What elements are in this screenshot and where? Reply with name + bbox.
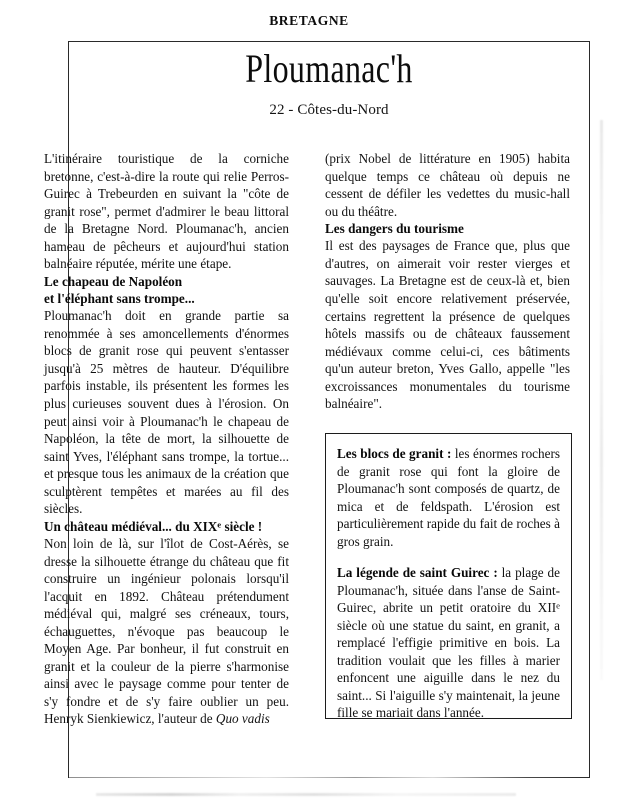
continued-paragraph: (prix Nobel de littérature en 1905) habita quelque temps ce château où depuis ne cessent de défiler les vedettes du music-hall ou du théâtre. bbox=[325, 151, 570, 219]
heading-line-1: Le chapeau de Napoléon bbox=[44, 273, 183, 289]
factbox-item-2-lead: La légende de saint Guirec : bbox=[337, 565, 498, 580]
dangers-tourisme-paragraph: Il est des paysages de France que, plus que d'autres, on aimerait voir rester vierges et sauvages. La Bretagne est de ceux-là et, bien qu'elle soit encore relativement préservée, certains regrettent la présence de quelques hôtels massifs ou de châteaux faussement médiévaux comme celui-ci, ces bâtiments qu'un auteur breton, Yves Gallo, appelle "les excroissances monumentales du tourisme balnéaire". bbox=[325, 238, 570, 412]
heading-dangers-tourisme: Les dangers du tourisme bbox=[325, 221, 464, 237]
section2-paragraph bbox=[44, 535, 289, 728]
heading-chapeau-napoleon bbox=[44, 273, 289, 307]
heading-text-pre: Un château médiéval... du XIX bbox=[44, 518, 218, 534]
column-left bbox=[44, 150, 289, 728]
section1-paragraph: Ploumanac'h doit en grande partie sa renommée à ses amoncellements d'énormes blocs de granit rose qui peuvent s'entasser jusqu'à 25 mètres de hauteur. D'équilibre parfois instable, ils présentent les formes les plus curieuses souvent dues à l'érosion. On peut ainsi voir à Ploumanac'h le chapeau de Napoléon, la tête de mort, la silhouette de saint Yves, l'éléphant sans trompe, la tortue... et presque tous les animaux de la création que sculptèrent tempêtes et marées au fil des siècles. bbox=[44, 308, 289, 517]
factbox-item-blocs-de-granit bbox=[337, 445, 560, 550]
scan-artifact-footer bbox=[96, 793, 516, 796]
factbox-item-2-text-post: siècle où une statue du saint, en granit, a remplacé l'effigie primitive en bois. La tradition voulait que les filles à marier enfoncent une aiguille dans le nez du saint... Si l'aiguille s'y maintenait, la jeune fille se mariait dans l'année. bbox=[337, 617, 560, 720]
section2-text: Non loin de là, sur l'îlot de Cost-Aérès, se dresse la silhouette étrange du château que fit construire un ingénieur polonais lorsqu'il l'acquit en 1892. Château prétendument médiéval qui, malgré ses créneaux, tours, échauguettes, n'évoque pas beaucoup le Moyen Age. Par bonheur, il fut construit en granit et la couleur de la pierre s'harmonise ainsi avec le paysage comme pour tenter de s'y fondre et de s'y faire oublier un peu. Henryk Sienkiewicz, l'auteur de bbox=[44, 536, 289, 727]
factbox-item-2-text-pre: la plage de Ploumanac'h, située dans l'anse de Saint-Guirec, abrite un petit oratoire du XII bbox=[337, 565, 560, 615]
running-head: BRETAGNE bbox=[269, 13, 349, 28]
column-right bbox=[325, 150, 570, 413]
page-subtitle: 22 - Côtes-du-Nord bbox=[269, 102, 389, 118]
ordinal-suffix: e bbox=[217, 519, 222, 530]
intro-paragraph: L'itinéraire touristique de la corniche bretonne, c'est-à-dire la route qui relie Perros-Guirec à Trebeurden en suivant la "côte de granit rose", permet d'admirer le beau littoral de la Bretagne Nord. Ploumanac'h, ancien hameau de pêcheurs et aujourd'hui station balnéaire réputée, mérite une étape. bbox=[44, 151, 289, 272]
heading-text-post: siècle ! bbox=[221, 518, 263, 534]
heading-line-2: et l'éléphant sans trompe... bbox=[44, 291, 195, 307]
factbox-item-1-text: les énormes rochers de granit rose qui font la gloire de Ploumanac'h sont composés de quartz, de mica et de feldspath. L'érosion est particulièrement rapide du fait de roches à gros grain. bbox=[337, 446, 560, 549]
factbox-item-legende-saint-guirec bbox=[337, 564, 560, 722]
heading-chateau-medieval bbox=[44, 518, 289, 535]
sidebar-fact-box bbox=[325, 433, 572, 719]
masthead bbox=[68, 46, 590, 119]
page-title: Ploumanac'h bbox=[245, 46, 413, 91]
book-title-quo-vadis: Quo vadis bbox=[215, 711, 270, 727]
factbox-ordinal-suffix: e bbox=[556, 600, 560, 611]
body-columns bbox=[44, 150, 570, 762]
scan-artifact-right-edge bbox=[600, 120, 603, 680]
factbox-item-1-lead: Les blocs de granit : bbox=[337, 446, 452, 461]
